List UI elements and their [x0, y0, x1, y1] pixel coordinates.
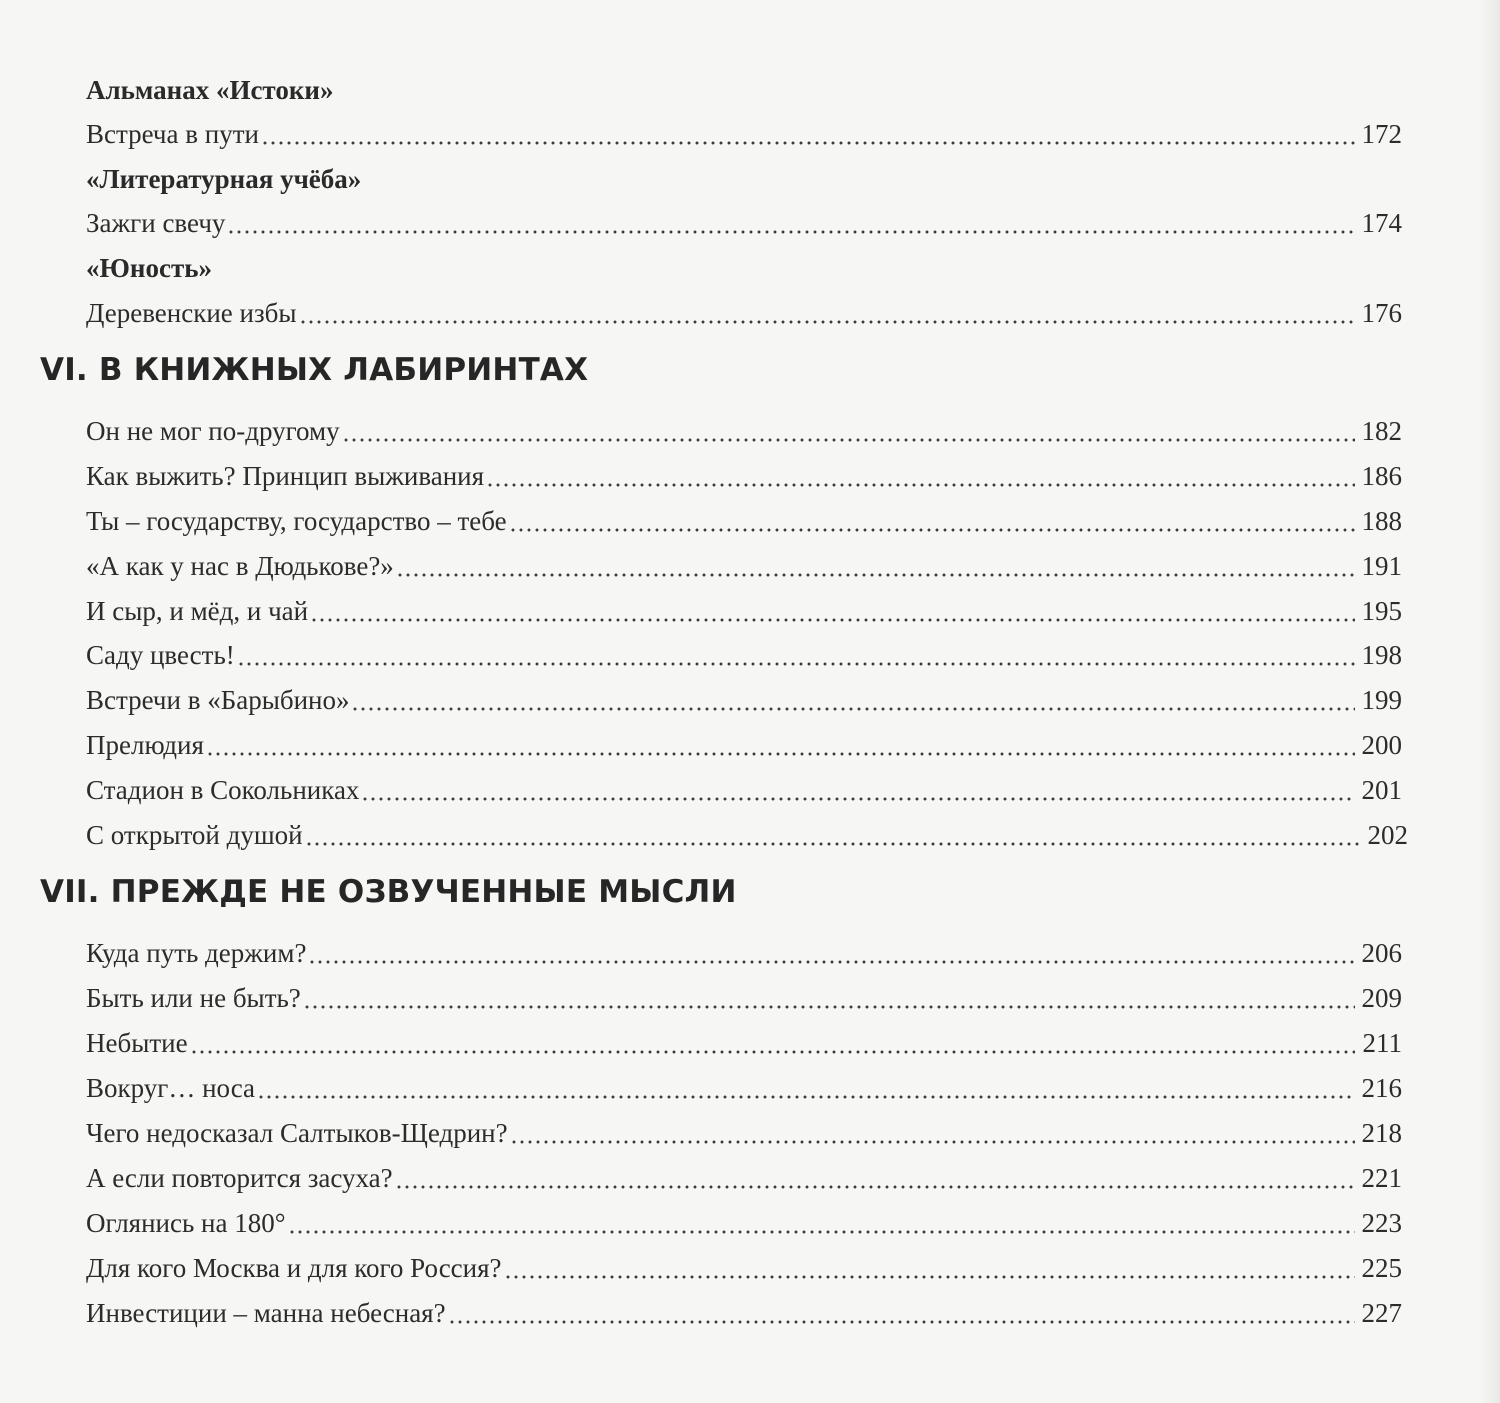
publication-heading: Альманах «Истоки» [86, 75, 334, 105]
dot-leader [190, 1050, 1355, 1054]
entry-page: 201 [1361, 775, 1402, 805]
toc-entry[interactable] [86, 1161, 1402, 1195]
section-heading: VI. В КНИЖНЫХ ЛАБИРИНТАХ [40, 352, 589, 388]
entry-page: 223 [1361, 1208, 1402, 1238]
dot-leader [351, 707, 1355, 711]
toc-entry[interactable] [86, 773, 1402, 807]
entry-title: «А как у нас в Дюдькове?» [86, 551, 394, 581]
entry-title: И сыр, и мёд, и чай [86, 596, 309, 626]
entry-page: 174 [1361, 208, 1402, 238]
toc-entry[interactable] [86, 936, 1402, 970]
entry-title: Стадион в Сокольниках [86, 775, 360, 805]
publication-heading: «Литературная учёба» [86, 164, 362, 194]
entry-title: Быть или не быть? [86, 983, 301, 1013]
dot-leader [261, 141, 1355, 145]
entry-page: 172 [1361, 119, 1402, 149]
toc-entry[interactable] [86, 549, 1402, 583]
entry-page: 221 [1361, 1163, 1402, 1193]
entry-title: Саду цвесть! [86, 640, 235, 670]
dot-leader [305, 842, 1361, 846]
dot-leader [227, 230, 1355, 234]
dot-leader [206, 752, 1355, 756]
dot-leader [361, 797, 1355, 801]
entry-title: С открытой душой [86, 820, 303, 850]
publication-heading: «Юность» [86, 253, 212, 283]
entry-page: 186 [1361, 461, 1402, 491]
entry-page: 216 [1361, 1073, 1402, 1103]
entry-page: 195 [1361, 596, 1402, 626]
entry-page: 191 [1361, 551, 1402, 581]
toc-entry[interactable] [86, 683, 1402, 717]
toc-entry[interactable] [86, 981, 1402, 1015]
entry-page: 176 [1361, 298, 1402, 328]
dot-leader [237, 662, 1355, 666]
dot-leader [288, 1230, 1355, 1234]
entry-title: Он не мог по-другому [86, 416, 340, 446]
toc-entry[interactable] [86, 206, 1402, 240]
entry-title: Прелюдия [86, 730, 204, 760]
toc-entry[interactable] [86, 117, 1402, 151]
toc-entry[interactable] [86, 414, 1402, 448]
entry-title: Встреча в пути [86, 119, 259, 149]
toc-entry[interactable] [86, 1116, 1402, 1150]
entry-page: 202 [1367, 820, 1408, 850]
toc-entry[interactable] [86, 594, 1402, 628]
entry-title: Встречи в «Барыбино» [86, 685, 350, 715]
entry-title: Небытие [86, 1028, 188, 1058]
dot-leader [486, 483, 1355, 487]
toc-entry[interactable] [86, 1251, 1402, 1285]
toc-entry[interactable] [86, 1206, 1402, 1240]
entry-title: Зажги свечу [86, 208, 226, 238]
toc-entry[interactable] [86, 638, 1402, 672]
entry-page: 209 [1361, 983, 1402, 1013]
entry-page: 227 [1361, 1298, 1402, 1328]
dot-leader [504, 1275, 1355, 1279]
entry-page: 199 [1361, 685, 1402, 715]
entry-title: А если повторится засуха? [86, 1163, 393, 1193]
toc-entry[interactable] [86, 459, 1402, 493]
dot-leader [509, 528, 1355, 532]
entry-title: Для кого Москва и для кого Россия? [86, 1253, 502, 1283]
entry-title: Инвестиции – манна небесная? [86, 1298, 446, 1328]
entry-title: Оглянись на 180° [86, 1208, 286, 1238]
toc-entry[interactable] [86, 1296, 1402, 1330]
entry-title: Как выжить? Принцип выживания [86, 461, 485, 491]
entry-page: 218 [1361, 1118, 1402, 1148]
dot-leader [308, 960, 1355, 964]
toc-entry[interactable] [86, 818, 1408, 852]
entry-page: 225 [1361, 1253, 1402, 1283]
entry-page: 198 [1361, 640, 1402, 670]
dot-leader [448, 1320, 1355, 1324]
dot-leader [303, 1005, 1355, 1009]
entry-title: Деревенские избы [86, 298, 297, 328]
entry-page: 206 [1361, 938, 1402, 968]
section-heading: VII. ПРЕЖДЕ НЕ ОЗВУЧЕННЫЕ МЫСЛИ [40, 874, 737, 910]
dot-leader [257, 1095, 1355, 1099]
dot-leader [342, 438, 1355, 442]
toc-entry[interactable] [86, 728, 1402, 762]
entry-title: Ты – государству, государство – тебе [86, 506, 507, 536]
toc-entry[interactable] [86, 1026, 1402, 1060]
entry-page: 200 [1361, 730, 1402, 760]
entry-page: 211 [1362, 1028, 1402, 1058]
page-edge-shadow [1478, 0, 1500, 1403]
entry-page: 182 [1361, 416, 1402, 446]
entry-title: Чего недосказал Салтыков-Щедрин? [86, 1118, 508, 1148]
toc-entry[interactable] [86, 1071, 1402, 1105]
toc-entry[interactable] [86, 296, 1402, 330]
dot-leader [310, 618, 1355, 622]
toc-entry[interactable] [86, 504, 1402, 538]
entry-page: 188 [1361, 506, 1402, 536]
dot-leader [299, 320, 1355, 324]
dot-leader [396, 573, 1355, 577]
entry-title: Куда путь держим? [86, 938, 307, 968]
dot-leader [510, 1140, 1355, 1144]
dot-leader [395, 1185, 1355, 1189]
entry-title: Вокруг… носа [86, 1073, 256, 1103]
